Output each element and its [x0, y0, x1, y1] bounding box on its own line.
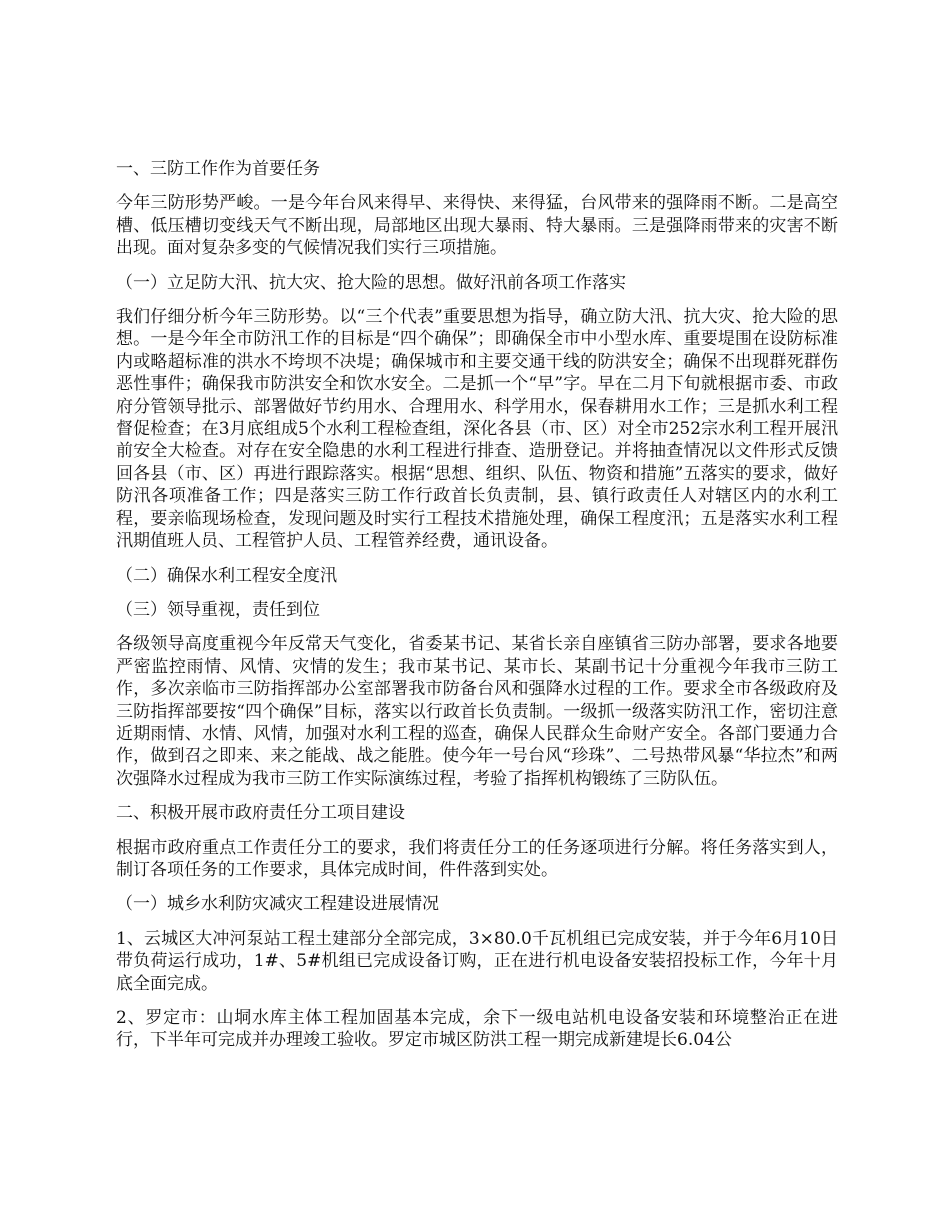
body-paragraph: 各级领导高度重视今年反常天气变化，省委某书记、某省长亲自座镇省三防办部署，要求各地要严密监控雨情、风情、灾情的发生；我市某书记、某市长、某副书记十分重视今年我市三防工作，多次亲临市三防指挥部办公室部署我市防备台风和强降水过程的工作。要求全市各级政府及三防指挥部要按“四个确保”目标，落实以行政首长负责制。一级抓一级落实防汛工作，密切注意近期雨情、水情、风情，加强对水利工程的巡查，确保人民群众生命财产安全。各部门要通力合作，做到召之即来、来之能战、战之能胜。使今年一号台风“珍珠”、二号热带风暴“华拉杰”和两次强降水过程成为我市三防工作实际演练过程，考验了指挥机构锻练了三防队伍。 [116, 634, 838, 789]
subsection-heading: （三）领导重视，责任到位 [116, 599, 320, 620]
document-page [116, 158, 838, 1064]
subsection-heading: （一）城乡水利防灾减灾工程建设进展情况 [116, 894, 439, 915]
body-paragraph: 我们仔细分析今年三防形势。以“三个代表”重要思想为指导，确立防大汛、抗大灾、抢大险的思想。一是今年全市防汛工作的目标是“四个确保”；即确保全市中小型水库、重要堤围在设防标准内或略超标准的洪水不垮坝不决堤；确保城市和主要交通干线的防洪安全；确保不出现群死群伤恶性事件；确保我市防洪安全和饮水安全。二是抓一个“早”字。早在二月下旬就根据市委、市政府分管领导批示、部署做好节约用水、合理用水、科学用水，保春耕用水工作；三是抓水利工程督促检查；在3月底组成5个水利工程检查组，深化各县（市、区）对全市252宗水利工程开展汛前安全大检查。对存在安全隐患的水利工程进行排查、造册登记。并将抽查情况以文件形式反馈回各县（市、区）再进行跟踪落实。根据“思想、组织、队伍、物资和措施”五落实的要求，做好防汛各项准备工作；四是落实三防工作行政首长负责制，县、镇行政责任人对辖区内的水利工程，要亲临现场检查，发现问题及时实行工程技术措施处理，确保工程度汛；五是落实水利工程汛期值班人员、工程管护人员、工程管养经费，通讯设备。 [116, 307, 838, 552]
section-heading-1: 一、三防工作作为首要任务 [116, 159, 320, 179]
body-paragraph: 今年三防形势严峻。一是今年台风来得早、来得快、来得猛，台风带来的强降雨不断。二是高空槽、低压槽切变线天气不断出现，局部地区出现大暴雨、特大暴雨。三是强降雨带来的灾害不断出现。面对复杂多变的气候情况我们实行三项措施。 [116, 193, 838, 259]
subsection-heading: （一）立足防大汛、抗大灾、抢大险的思想。做好汛前各项工作落实 [116, 272, 626, 293]
section-heading-2: 二、积极开展市政府责任分工项目建设 [116, 803, 405, 824]
body-paragraph: 2、罗定市：山垌水库主体工程加固基本完成，余下一级电站机电设备安装和环境整治正在进行，下半年可完成并办理竣工验收。罗定市城区防洪工程一期完成新建堤长6.04公 [116, 1008, 838, 1051]
body-paragraph: 1、云城区大冲河泵站工程土建部分全部完成，3×80.0千瓦机组已完成安装，并于今年6月10日带负荷运行成功，1#、5#机组已完成设备订购，正在进行机电设备安装招投标工作，今年十月底全面完成。 [116, 928, 838, 994]
body-paragraph: 根据市政府重点工作责任分工的要求，我们将责任分工的任务逐项进行分解。将任务落实到人，制订各项任务的工作要求，具体完成时间，件件落到实处。 [116, 837, 838, 880]
subsection-heading: （二）确保水利工程安全度汛 [116, 565, 337, 586]
